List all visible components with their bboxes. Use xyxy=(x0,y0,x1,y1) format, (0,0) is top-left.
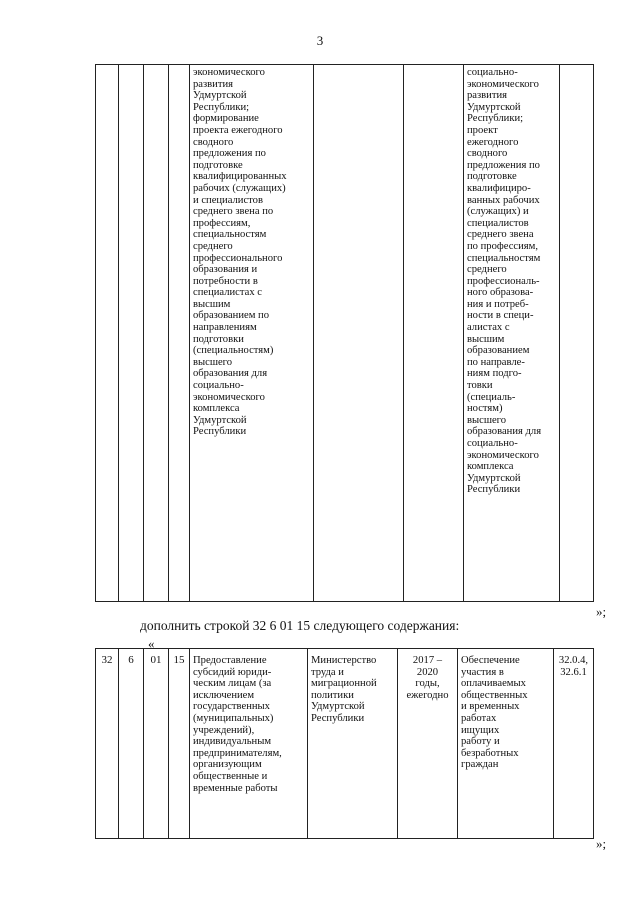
table-row xyxy=(96,65,594,602)
cell-indicator xyxy=(560,65,594,602)
subprogram-code: 6 xyxy=(128,654,134,666)
opening-quote: « xyxy=(148,636,155,651)
new-row-table xyxy=(95,648,594,839)
activity-code: 15 xyxy=(173,654,185,666)
cell-code-1 xyxy=(96,65,119,602)
cell-result xyxy=(458,649,554,839)
cell-subprogram xyxy=(119,649,144,839)
program-code: 32 xyxy=(101,654,113,666)
cell-code-2 xyxy=(119,65,144,602)
indicator-text: 32.0.4, 32.6.1 xyxy=(558,655,589,678)
cell-executor xyxy=(308,649,398,839)
page-number: 3 xyxy=(316,33,324,48)
activity-text: Предоставление субсидий юриди- ческим лицам (за исключением государственных (муниципальных) учреждений), индивидуальным предпринимателям, организующим общественные и временные работы xyxy=(193,655,282,794)
cell-program xyxy=(96,649,119,839)
cell-period xyxy=(404,65,464,602)
activity-text: экономического развития Удмуртской Республики; формирование проекта ежегодного сводного предложения по подготовке квалифицированных рабочих (служащих) и специалистов среднего звена по профессиям, специальностям среднего профессионального образования и потребности в специалистах с высшим образованием по направлениям подготовки (специальностям) высшего образования для социально- экономического комплекса Удмуртской Республики xyxy=(193,67,287,438)
closing-quote-2: »; xyxy=(596,836,607,851)
continuation-table xyxy=(95,64,594,602)
result-text: социально- экономического развития Удмуртской Республики; проект ежегодного сводного предложения по подготовке квалифициро- ванных рабочих (служащих) и специалистов среднего звена по профессиям, специальностям среднего профессиональ- ного образова- ния и потреб- ности в специ- алистах с высшим образованием по направле- ниям подго- товки (специаль- ностям) высшего образования для социально- экономического комплекса Удмуртской Республики xyxy=(467,67,542,496)
executor-text: Министерство труда и миграционной политики Удмуртской Республики xyxy=(311,655,377,724)
cell-code-3 xyxy=(144,65,169,602)
cell-main-activity xyxy=(144,649,169,839)
table-row xyxy=(96,649,594,839)
main-activity-code: 01 xyxy=(150,654,162,666)
cell-indicator xyxy=(554,649,594,839)
cell-activity-code xyxy=(169,649,190,839)
cell-period xyxy=(398,649,458,839)
result-text: Обеспечение участия в оплачиваемых общественных и временных работах ищущих работу и безработных граждан xyxy=(461,655,528,771)
closing-quote: »; xyxy=(596,604,607,619)
cell-code-4 xyxy=(169,65,190,602)
amendment-paragraph: дополнить строкой 32 6 01 15 следующего содержания: xyxy=(140,618,460,633)
cell-activity xyxy=(190,649,308,839)
cell-executor xyxy=(314,65,404,602)
cell-result xyxy=(464,65,560,602)
cell-activity xyxy=(190,65,314,602)
period-text: 2017 – 2020 годы, ежегодно xyxy=(406,655,449,701)
